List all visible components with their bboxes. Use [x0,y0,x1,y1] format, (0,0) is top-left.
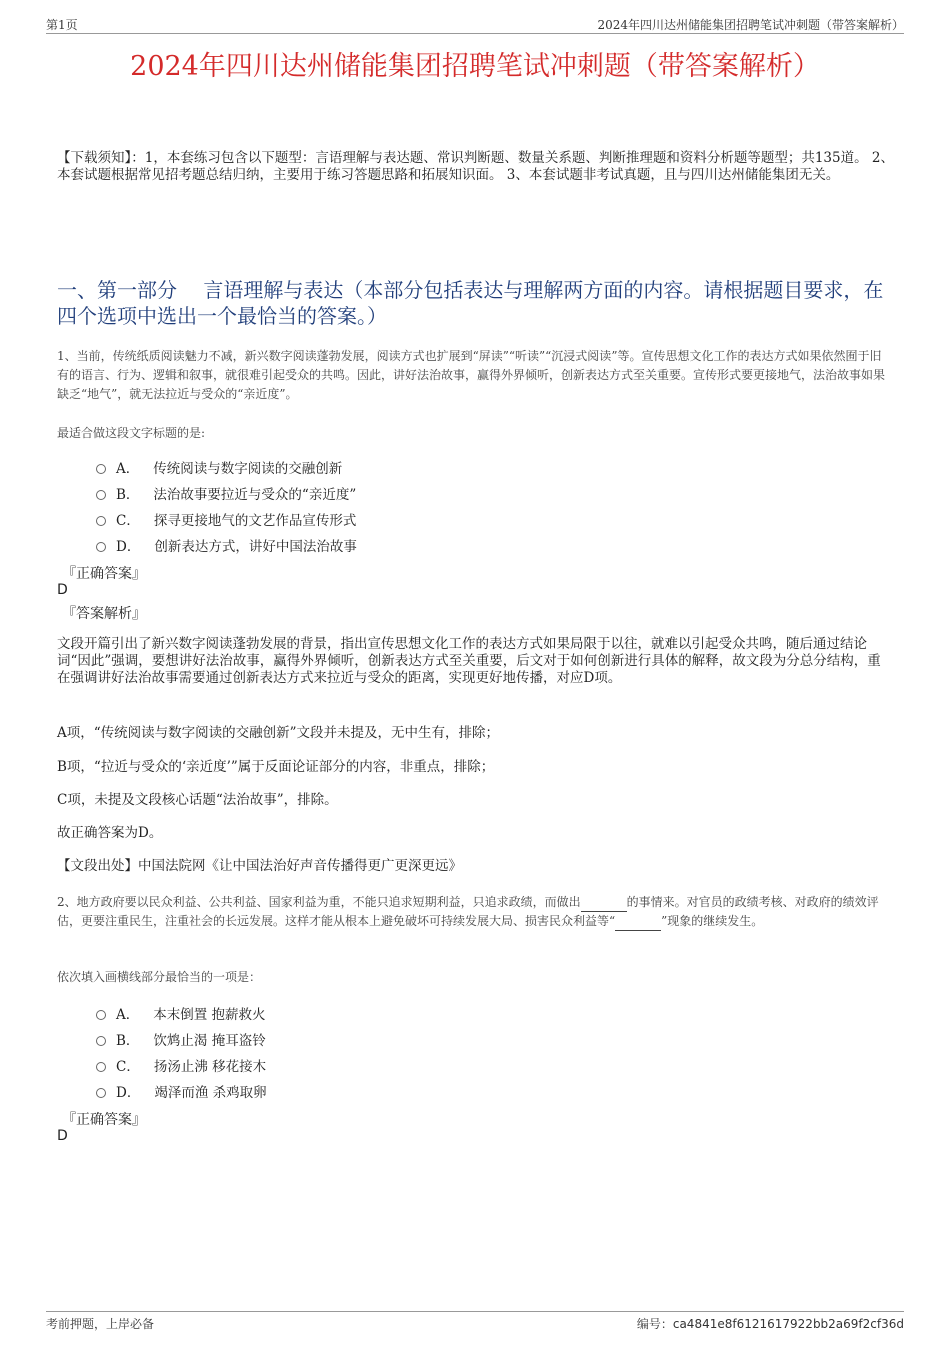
fill-blank-1 [581,899,627,912]
analysis-option-b: B项，“拉近与受众的‘亲近度’”属于反面论证部分的内容，非重点，排除； [57,759,495,775]
download-notice: 【下载须知】：1，本套练习包含以下题型：言语理解与表达题、常识判断题、数量关系题、判断推理题和资料分析题等题型；共135道。 2、本套试题根据常见招考题总结归纳，主要用于练习答题思路和拓展知识面。 3、本套试题非考试真题，且与四川达州储能集团无关。 [57,150,894,183]
option-text: 创新表达方式，讲好中国法治故事 [154,539,357,555]
footer-code [637,1315,904,1332]
question-1-option-c[interactable] [96,509,356,529]
option-letter: B． [116,487,140,503]
answer-value: D [57,582,68,598]
question-1-option-a[interactable] [96,457,342,477]
radio-icon[interactable] [96,464,106,474]
code-value: ca4841e8f6121617922bb2a69f2cf36d [672,1317,904,1331]
radio-icon[interactable] [96,542,106,552]
question-2-option-d[interactable] [96,1081,267,1101]
question-1-option-b[interactable] [96,483,356,503]
analysis-conclusion: 故正确答案为D。 [57,825,163,841]
stem-text: 的事情来。对官员的政绩考核、对政府的绩效评估，更要注重民生，注重社会的长远发展。这样才能从根本上避免破坏可持续发展大局、损害民众利益等“ [57,895,879,928]
code-label: 编号： [636,1317,673,1331]
running-title: 2024年四川达州储能集团招聘笔试冲刺题（带答案解析） [597,18,904,32]
answer-label: 『正确答案』 [62,1112,146,1128]
analysis-option-c: C项，未提及文段核心话题“法治故事”，排除。 [57,792,338,808]
question-2-stem [57,893,893,931]
question-1-stem: 1、当前，传统纸质阅读魅力不减，新兴数字阅读蓬勃发展，阅读方式也扩展到“屏读”“听读”“沉浸式阅读”等。宣传思想文化工作的表达方式如果依然囿于旧有的语言、行为、逻辑和叙事，就很难引起受众的共鸣。因此，讲好法治故事，赢得外界倾听，创新表达方式至关重要。宣传形式要更接地气，法治故事如果缺乏“地气”，就无法拉近与受众的“亲近度”。 [57,349,886,401]
page-number: 第1页 [46,18,78,32]
stem-text: ”现象的继续发生。 [661,914,764,928]
answer-label: 『正确答案』 [62,566,146,582]
option-letter: D． [116,1085,141,1101]
header-rule [46,33,904,34]
passage-source: 【文段出处】中国法院网《让中国法治好声音传播得更广更深更远》 [57,858,462,874]
footer-slogan: 考前押题，上岸必备 [46,1317,155,1331]
question-1-option-d[interactable] [96,535,357,555]
fill-blank-2 [615,918,661,931]
analysis-label: 『答案解析』 [62,606,146,622]
footer-rule [46,1311,904,1312]
option-letter: C． [116,1059,140,1075]
option-letter: C． [116,513,140,529]
stem-text: 2、地方政府要以民众利益、公共利益、国家利益为重，不能只追求短期利益，只追求政绩，而做出 [57,895,581,909]
option-text: 饮鸩止渴 掩耳盗铃 [153,1033,266,1049]
radio-icon[interactable] [96,490,106,500]
question-2-option-c[interactable] [96,1055,266,1075]
question-2-option-a[interactable] [96,1003,266,1023]
question-1-prompt: 最适合做这段文字标题的是: [57,426,206,440]
radio-icon[interactable] [96,1062,106,1072]
section-heading: 一、第一部分 言语理解与表达（本部分包括表达与理解两方面的内容。请根据题目要求，在四个选项中选出一个最恰当的答案。） [57,278,884,328]
option-text: 扬汤止沸 移花接木 [153,1059,267,1075]
option-text: 本末倒置 抱薪救火 [153,1007,266,1023]
radio-icon[interactable] [96,1088,106,1098]
analysis-paragraph: 文段开篇引出了新兴数字阅读蓬勃发展的背景，指出宣传思想文化工作的表达方式如果局限于以往，就难以引起受众共鸣，随后通过结论词“因此”强调，要想讲好法治故事，赢得外界倾听，创新表达方式至关重要，后文对于如何创新进行具体的解释，故文段为分总分结构，重在强调讲好法治故事需要通过创新表达方式来拉近与受众的距离，实现更好地传播，对应D项。 [57,636,881,686]
radio-icon[interactable] [96,1036,106,1046]
radio-icon[interactable] [96,516,106,526]
option-letter: A． [116,461,140,477]
option-text: 探寻更接地气的文艺作品宣传形式 [153,513,357,529]
option-text: 传统阅读与数字阅读的交融创新 [153,461,343,477]
option-text: 法治故事要拉近与受众的“亲近度” [153,487,357,503]
option-letter: B． [116,1033,140,1049]
question-2-option-b[interactable] [96,1029,266,1049]
option-text: 竭泽而渔 杀鸡取卵 [154,1085,267,1101]
option-letter: A． [116,1007,140,1023]
analysis-option-a: A项，“传统阅读与数字阅读的交融创新”文段并未提及，无中生有，排除； [57,725,500,741]
option-letter: D． [116,539,141,555]
document-title: 2024年四川达州储能集团招聘笔试冲刺题（带答案解析） [130,51,820,82]
question-2-prompt: 依次填入画横线部分最恰当的一项是： [57,970,262,984]
radio-icon[interactable] [96,1010,106,1020]
answer-value: D [57,1128,68,1144]
